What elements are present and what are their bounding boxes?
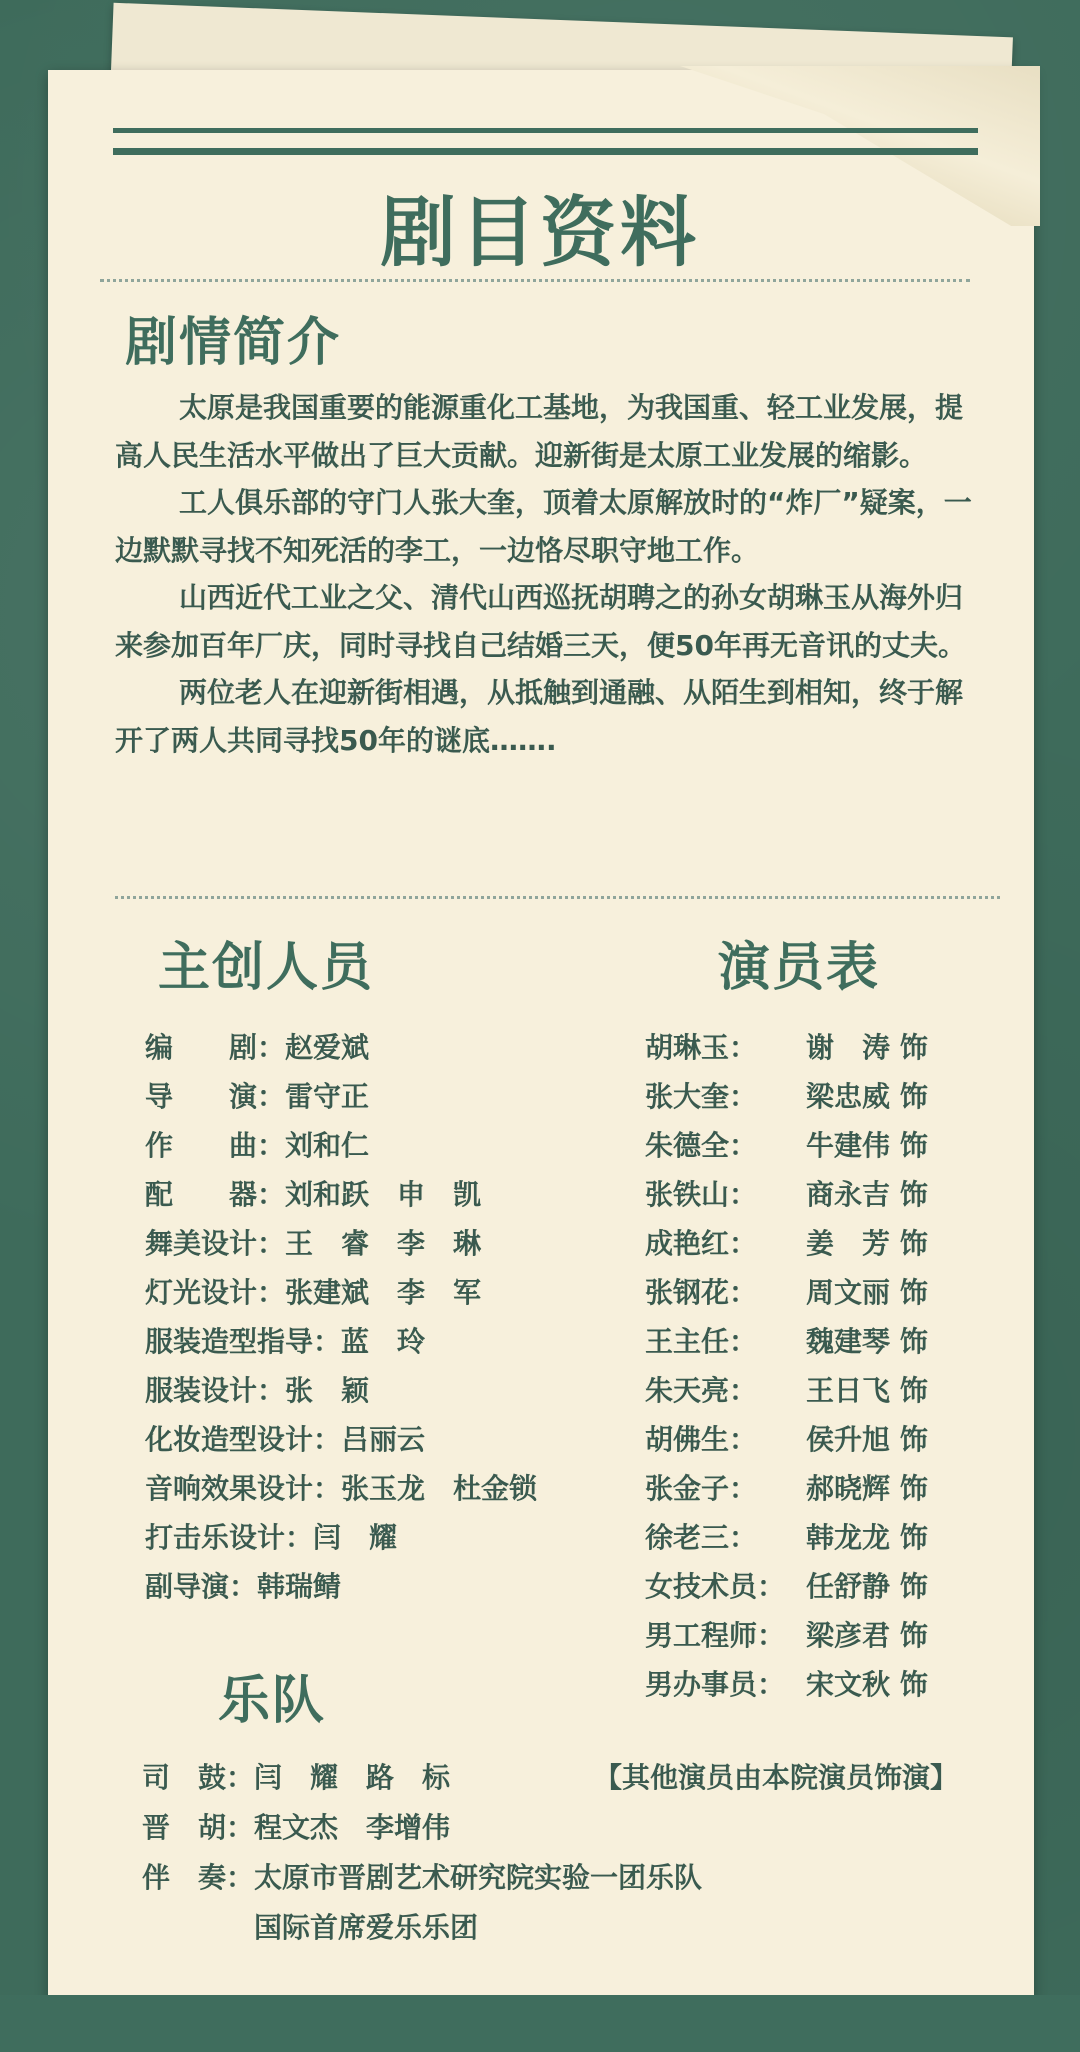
- creator-row: 音响效果设计：张玉龙 杜金锁: [145, 1472, 538, 1505]
- synopsis-paragraph: 太原是我国重要的能源重化工基地，为我国重、轻工业发展，提高人民生活水平做出了巨大贡献。迎新街是太原工业发展的缩影。: [115, 391, 964, 472]
- creator-row: 导 演：雷守正: [145, 1080, 370, 1113]
- cast-actor: 周文丽 饰: [806, 1276, 928, 1309]
- cast-role: 朱天亮：: [645, 1374, 758, 1407]
- cast-actor: 王日飞 饰: [806, 1374, 928, 1407]
- cast-role: 成艳红：: [645, 1227, 758, 1260]
- cast-role: 男办事员：: [645, 1668, 786, 1701]
- cast-actor: 韩龙龙 饰: [806, 1521, 928, 1554]
- cast-role: 张金子：: [645, 1472, 758, 1505]
- creator-row: 服装设计：张 颖: [145, 1374, 370, 1407]
- synopsis-paragraph: 两位老人在迎新街相遇，从抵触到通融、从陌生到相知，终于解开了两人共同寻找50年的谜底…….: [115, 676, 964, 757]
- creator-row: 打击乐设计：闫 耀: [145, 1521, 398, 1554]
- cast-role: 张大奎：: [645, 1080, 758, 1113]
- cast-actor: 侯升旭 饰: [806, 1423, 928, 1456]
- header-rule-bottom: [113, 148, 978, 155]
- cast-role: 张铁山：: [645, 1178, 758, 1211]
- cast-role: 胡佛生：: [645, 1423, 758, 1456]
- band-heading: 乐队: [218, 1671, 327, 1731]
- cast-role: 张钢花：: [645, 1276, 758, 1309]
- cast-actor: 姜 芳 饰: [806, 1227, 928, 1260]
- cast-actor: 郝晓辉 饰: [806, 1472, 928, 1505]
- synopsis-text: [115, 384, 985, 764]
- creator-row: 配 器：刘和跃 申 凯: [145, 1178, 482, 1211]
- creator-row: 服装造型指导：蓝 玲: [145, 1325, 426, 1358]
- divider-top: [100, 279, 970, 282]
- creator-row: 副导演：韩瑞鲭: [145, 1570, 342, 1603]
- cast-actor: 任舒静 饰: [806, 1570, 928, 1603]
- cast-actor: 魏建琴 饰: [806, 1325, 928, 1358]
- cast-actor: 梁彦君 饰: [806, 1619, 928, 1652]
- synopsis-heading: 剧情简介: [125, 313, 342, 373]
- header-rule-top: [113, 128, 978, 133]
- divider-middle: [115, 896, 1000, 899]
- band-row: 司 鼓：闫 耀 路 标: [142, 1761, 451, 1794]
- creator-row: 作 曲：刘和仁: [145, 1129, 370, 1162]
- cast-role: 女技术员：: [645, 1570, 786, 1603]
- band-row: 晋 胡：程文杰 李增伟: [142, 1811, 451, 1844]
- cast-actor: 牛建伟 饰: [806, 1129, 928, 1162]
- cast-role: 男工程师：: [645, 1619, 786, 1652]
- creator-row: 灯光设计：张建斌 李 军: [145, 1276, 482, 1309]
- band-row: 国际首席爱乐乐团: [142, 1911, 479, 1944]
- synopsis-paragraph: 山西近代工业之父、清代山西巡抚胡聘之的孙女胡琳玉从海外归来参加百年厂庆，同时寻找自己结婚三天，便50年再无音讯的丈夫。: [115, 581, 966, 662]
- cast-actor: 商永吉 饰: [806, 1178, 928, 1211]
- page-title: 剧目资料: [380, 188, 700, 277]
- creator-row: 舞美设计：王 睿 李 琳: [145, 1227, 482, 1260]
- other-cast-note: 【其他演员由本院演员饰演】: [594, 1761, 959, 1794]
- creator-row: 编 剧：赵爱斌: [145, 1031, 370, 1064]
- cast-role: 徐老三：: [645, 1521, 758, 1554]
- synopsis-paragraph: 工人俱乐部的守门人张大奎，顶着太原解放时的“炸厂”疑案，一边默默寻找不知死活的李工，一边恪尽职守地工作。: [115, 486, 972, 567]
- cast-actor: 宋文秋 饰: [806, 1668, 928, 1701]
- cast-actor: 谢 涛 饰: [806, 1031, 928, 1064]
- cast-role: 胡琳玉：: [645, 1031, 758, 1064]
- bottom-band: [0, 1995, 1080, 2052]
- cast-heading: 演员表: [718, 938, 881, 998]
- creator-row: 化妆造型设计：吕丽云: [145, 1423, 426, 1456]
- cast-role: 王主任：: [645, 1325, 758, 1358]
- band-row: 伴 奏：太原市晋剧艺术研究院实验一团乐队: [142, 1861, 703, 1894]
- cast-role: 朱德全：: [645, 1129, 758, 1162]
- creators-heading: 主创人员: [158, 938, 375, 998]
- cast-actor: 梁忠威 饰: [806, 1080, 928, 1113]
